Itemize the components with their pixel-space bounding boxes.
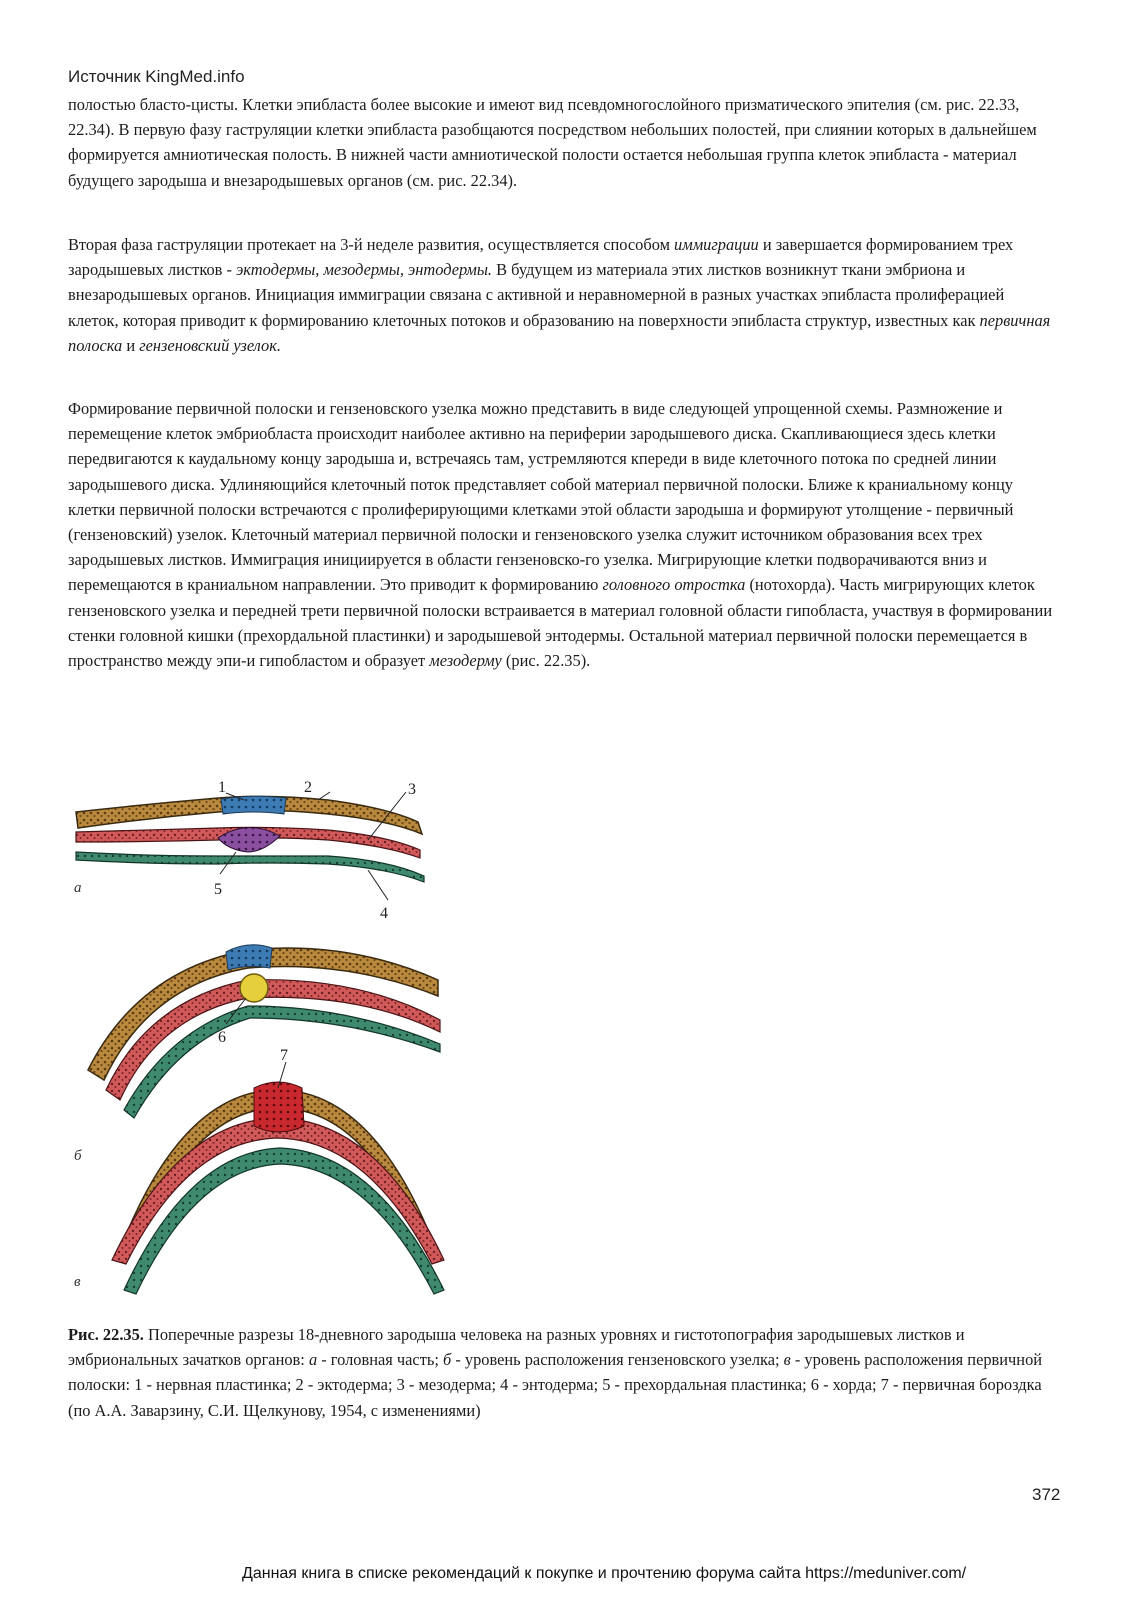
embryo-cross-section-figure <box>68 779 460 1300</box>
figure-label-6: 6 <box>218 1029 226 1046</box>
endoderm-layer <box>76 852 424 882</box>
figure-label-7: 7 <box>280 1047 288 1064</box>
source-header: Источник KingMed.info <box>68 67 245 86</box>
figure-label-5: 5 <box>214 881 222 898</box>
panel-letter-b: б <box>74 1148 82 1164</box>
panel-letter-v: в <box>74 1274 81 1290</box>
panel-letter-a: а <box>74 880 82 896</box>
neural-plate <box>221 796 286 814</box>
caption-letter-b: б <box>442 1350 452 1370</box>
caption-text: - уровень расположения гензеновского узелка; <box>451 1350 784 1370</box>
paragraph-2 <box>68 232 1058 358</box>
caption-text: - уровень расположения первичной полоски: 1 - нервная пластинка; 2 - эктодерма; 3 - мезодерма; 4 - энтодерма; 5 - прехордальная пластинка; 6 - хорда; 7 - первичная бороздка (по А.А. Заварзину, С.И. Щелкунову, 1954, с изменениями) <box>68 1350 1043 1420</box>
paragraph-3-text: (нотохорда). Часть мигрирующих клеток гензеновского узелка и передней трети первичной полоски встраивается в материал головной области гипобласта, участвуя в формировании стенки головной кишки (прехордальной пластинки) и зародышевой энтодермы. Остальной материал первичной полоски перемещается в пространство между эпи-и гипобластом и образует <box>68 575 1053 671</box>
caption-text: - головная часть; <box>317 1350 443 1370</box>
term-hensen-node: гензеновский узелок. <box>139 335 281 355</box>
term-mesoderm: мезодерму <box>429 651 502 671</box>
paragraph-2-text: В будущем из материала этих листков возникнут ткани эмбриона и внезародышевых органов. Инициация иммиграции связана с активной и неравномерной в разных участках эпибласта пролиферацией клеток, которая приводит к формированию клеточных потоков и образованию на поверхности эпибласта структур, известных как <box>68 260 1005 330</box>
figure-label-4: 4 <box>380 905 388 922</box>
caption-figure-number: Рис. 22.35. <box>68 1325 144 1344</box>
paragraph-2-text: и завершается формированием трех зародышевых листков - <box>68 235 1014 280</box>
neural-plate <box>226 945 272 970</box>
caption-text: Поперечные разрезы 18-дневного зародыша человека на разных уровнях и гистотопография зародышевых листков и эмбриональных зачатков органов: <box>68 1325 965 1370</box>
primitive-groove <box>254 1082 304 1132</box>
panel-a <box>74 779 424 922</box>
term-immigration: иммиграции <box>674 235 759 254</box>
paragraph-1: полостью бласто-цисты. Клетки эпибласта более высокие и имеют вид псевдомногослойного призматического эпителия (см. рис. 22.33, 22.34). В первую фазу гаструляции клетки эпибласта разобщаются посредством небольших полостей, при слиянии которых в дальнейшем формируется амниотическая полость. В нижней части амниотической полости остается небольшая группа клеток эпибласта - материал будущего зародыша и внезародышевых органов (см. рис. 22.34). <box>68 95 1037 190</box>
panel-c <box>74 1047 444 1294</box>
caption-letter-v: в <box>783 1350 791 1370</box>
paragraph-3-text: (рис. 22.35). <box>501 651 591 671</box>
figure-label-3: 3 <box>408 781 416 798</box>
paragraph-3 <box>68 396 1058 673</box>
figure-label-1: 1 <box>218 779 226 796</box>
term-head-process: головного отростка <box>602 575 746 595</box>
page-number: 372 <box>1032 1485 1061 1504</box>
caption-letter-a: а <box>308 1350 318 1370</box>
paragraph-2-text: Вторая фаза гаструляции протекает на 3-й неделе развития, осуществляется способом <box>68 235 675 254</box>
footer-note: Данная книга в списке рекомендаций к покупке и прочтению форума сайта https://meduniver.com/ <box>242 1565 967 1582</box>
term-germ-layers: эктодермы, мезодермы, энтодермы. <box>236 260 493 280</box>
paragraph-2-text: и <box>122 335 140 355</box>
term-primitive-streak: первичная полоска <box>68 310 1051 355</box>
paragraph-3-text: Формирование первичной полоски и гензеновского узелка можно представить в виде следующей упрощенной схемы. Размножение и перемещение клеток эмбриобласта происходит наиболее активно на периферии зародышевого диска. Скапливающиеся здесь клетки передвигаются к каудальному концу зародыша и, встречаясь там, устремляются кпереди в виде клеточного потока по средней линии зародышевого диска. Удлиняющийся клеточный поток представляет собой материал первичной полоски. Ближе к краниальному концу клетки первичной полоски встречаются с пролиферирующими клетками этой области зародыша и формируют утолщение - первичный (гензеновский) узелок. Клеточный материал первичной полоски и гензеновского узелка служит источником образования всех трех зародышевых листков. Иммиграция инициируется в области гензеновско-го узелка. Мигрирующие клетки подворачиваются вниз и перемещаются в краниальном направлении. Это приводит к формированию <box>68 399 1014 595</box>
figure-caption <box>68 1322 1058 1423</box>
figure-label-2: 2 <box>304 779 312 796</box>
notochord <box>240 974 268 1002</box>
